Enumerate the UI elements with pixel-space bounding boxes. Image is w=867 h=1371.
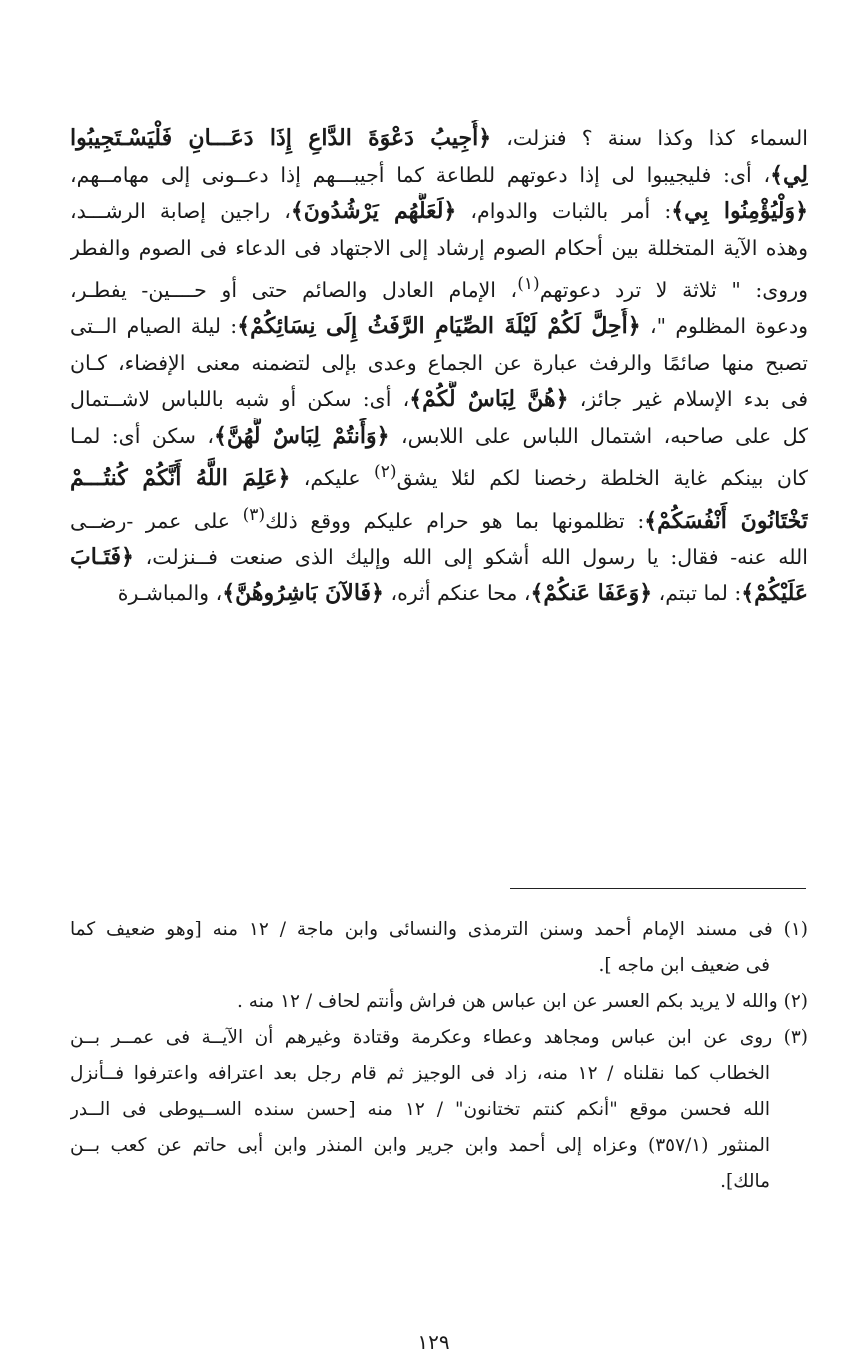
- footnote-line: (١) فى مسند الإمام أحمد وسنن الترمذى والنسائى وابن ماجة / ١٢ منه [وهو ضعيف كما: [70, 919, 808, 940]
- text-segment: ، أى: سكن أو شبه باللباس لاشــتمال: [70, 387, 410, 412]
- text-line: [70, 539, 808, 576]
- footnote-ref: (٢): [374, 462, 397, 483]
- text-segment: عليكم،: [290, 466, 375, 491]
- footnote-line: فى ضعيف ابن ماجه ].: [598, 955, 770, 976]
- footnote-separator: [510, 888, 806, 889]
- text-segment: على عمر -رضــى: [70, 508, 243, 533]
- quran-verse: ﴿فَالآنَ بَاشِرُوهُنَّ﴾: [222, 580, 384, 607]
- footnotes: [70, 912, 808, 1200]
- footnote-line: مالك].: [720, 1171, 770, 1192]
- footnote: [70, 1020, 808, 1200]
- footnote-line: (٣) روى عن ابن عباس ومجاهد وعطاء وعكرمة وقتادة وغيرهم أن الآيــة فى عمــر بــن: [70, 1027, 808, 1048]
- text-segment: كان بينكم غاية الخلطة رخصنا لكم لئلا يشق: [396, 466, 808, 491]
- text-segment: فى بدء الإسلام غير جائز،: [568, 387, 808, 412]
- text-line: [70, 308, 808, 345]
- footnote: [70, 912, 808, 984]
- quran-verse: لِي﴾: [770, 161, 808, 188]
- footnote-line: المنثور (٣٥٧/١) وعزاه إلى أحمد وابن جرير وابن المنذر وابن أبى حاتم عن كعب بــن: [70, 1135, 770, 1156]
- footnote-line: الخطاب كما نقلناه / ١٢ منه، زاد فى الوجيز ثم قام رجل بعد اعترافه واعترفوا فــأنزل: [70, 1063, 770, 1084]
- text-line: [70, 454, 808, 496]
- text-segment: : تظلمونها بما هو حرام عليكم ووقع ذلك: [265, 508, 645, 533]
- footnote: [70, 984, 808, 1020]
- quran-verse: ﴿وَلْيُؤْمِنُوا بِي﴾: [671, 198, 808, 224]
- text-segment: كل على صاحبه، اشتمال اللباس على اللابس،: [389, 423, 808, 448]
- quran-verse: ﴿أُحِلَّ لَكُمْ لَيْلَةَ الصِّيَامِ الرَّفَثُ إِلَى نِسَائِكُمْ﴾: [237, 313, 641, 340]
- text-line: [70, 345, 808, 382]
- text-segment: ، محا عنكم أثره،: [383, 581, 531, 606]
- text-line: [70, 575, 808, 612]
- text-line: [70, 266, 808, 308]
- text-segment: ، أى: فليجيبوا لى إذا دعوتهم للطاعة كما أجيبـــهم إذا دعــونى إلى مهامــهم،: [70, 162, 771, 187]
- text-segment: ، راجين إصابة الرشـــد،: [70, 199, 291, 223]
- text-segment: الله عنه- فقال: يا رسول الله أشكو إلى الله وإليك الذى صنعت فــنزلت،: [133, 544, 808, 569]
- footnote-line: الله فحسن موقع "أنكم كنتم تختانون" / ١٢ منه [حسن سنده الســيوطى فى الــدر: [70, 1099, 770, 1120]
- text-line: [70, 497, 808, 539]
- text-line: [70, 418, 808, 455]
- quran-verse: ﴿هُنَّ لِبَاسٌ لَّكُمْ﴾: [409, 386, 569, 413]
- quran-verse: ﴿لَعَلَّهُم يَرْشُدُونَ﴾: [290, 198, 457, 224]
- text-line: [70, 157, 808, 194]
- text-segment: ودعوة المظلوم "،: [640, 314, 808, 339]
- quran-verse: تَخْتَانُونَ أَنْفُسَكُمْ﴾: [644, 507, 808, 534]
- quran-verse: ﴿وَأَنتُمْ لِبَاسٌ لَّهُنَّ﴾: [214, 422, 390, 449]
- text-line: [70, 193, 808, 230]
- text-segment: ، الإمام العادل والصائم حتى أو حــــين- يفطـر،: [70, 277, 518, 302]
- text-segment: ، والمباشـرة: [117, 581, 223, 606]
- text-segment: : ليلة الصيام الــتى: [70, 314, 238, 339]
- page-number: ١٢٩: [417, 1330, 450, 1354]
- text-segment: السماء كذا وكذا سنة ؟ فنزلت،: [491, 126, 808, 150]
- quran-verse: ﴿فَتَـابَ: [70, 543, 134, 570]
- text-segment: : لما تبتم،: [652, 581, 742, 606]
- text-line: [70, 381, 808, 418]
- text-line: [70, 230, 808, 267]
- quran-verse: ﴿عَلِمَ اللَّهُ أَنَّكُمْ كُنتُـــمْ: [70, 465, 291, 492]
- text-segment: : أمر بالثبات والدوام،: [456, 199, 672, 223]
- footnote-ref: (٣): [242, 504, 266, 525]
- text-line: [70, 120, 808, 157]
- footnote-line: (٢) والله لا يريد بكم العسر عن ابن عباس هن فراش وأنتم لحاف / ١٢ منه .: [237, 991, 808, 1012]
- main-text: [70, 120, 808, 612]
- quran-verse: ﴿وَعَفَا عَنكُمْ﴾: [530, 580, 653, 607]
- text-segment: وهذه الآية المتخللة بين أحكام الصوم إرشاد إلى الاجتهاد فى الدعاء فى الصوم والفطر: [70, 235, 808, 260]
- quran-verse: ﴿أُجِيبُ دَعْوَةَ الدَّاعِ إِذَا دَعَـــانِ فَلْيَسْـتَجِيبُوا: [70, 125, 492, 151]
- text-segment: تصبح منها صائمًا والرفث عبارة عن الجماع وعدى بإلى لتضمنه معنى الإفضاء، كـان: [70, 350, 808, 375]
- text-segment: وروى: " ثلاثة لا ترد دعوتهم: [539, 277, 808, 302]
- text-segment: ، سكن أى: لمـا: [70, 423, 214, 448]
- quran-verse: عَلَيْكُمْ﴾: [741, 580, 808, 607]
- footnote-ref: (١): [517, 274, 540, 294]
